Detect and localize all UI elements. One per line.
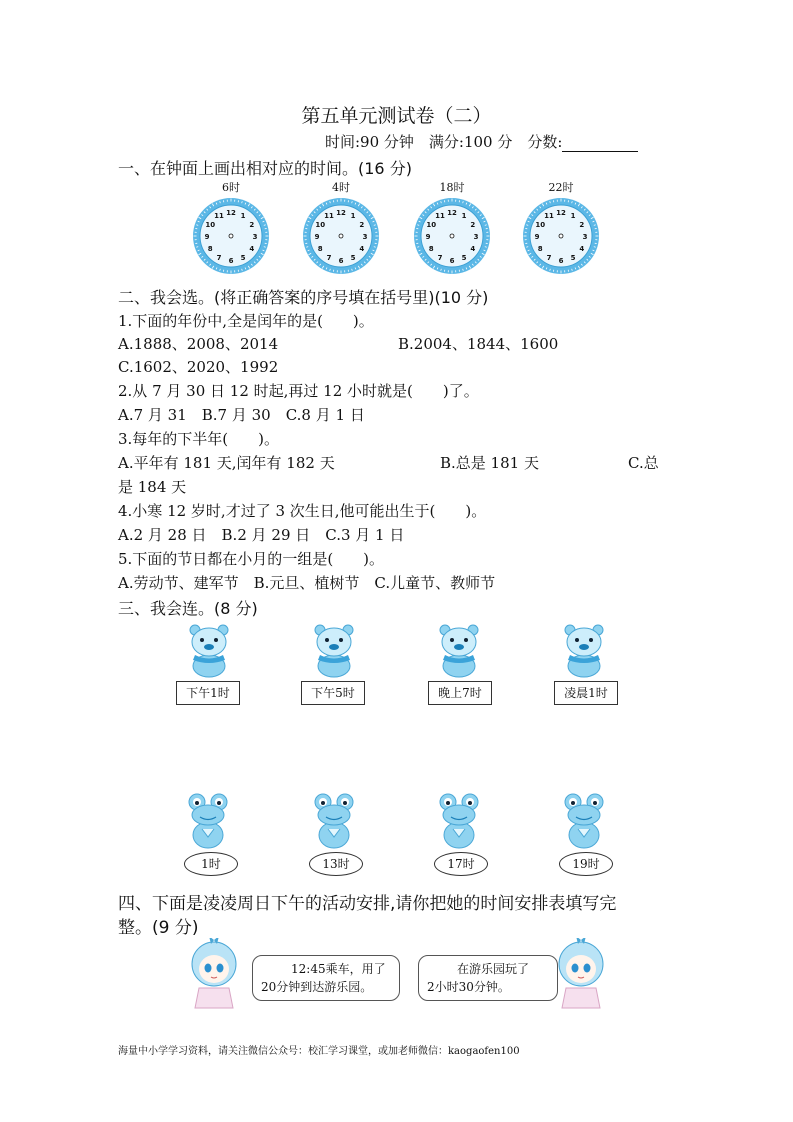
question-3-option-a: A.平年有 181 天,闰年有 182 天 <box>118 454 335 472</box>
svg-text:2: 2 <box>359 221 365 229</box>
svg-text:9: 9 <box>204 233 210 241</box>
bear-illustration-1 <box>183 622 235 682</box>
svg-text:12: 12 <box>226 209 236 217</box>
frog-svg <box>182 793 234 849</box>
section4-heading-line1: 四、下面是凌凌周日下午的活动安排,请你把她的时间安排表填写完 <box>118 894 617 914</box>
time-box-4[interactable]: 凌晨1时 <box>554 681 618 705</box>
svg-text:10: 10 <box>426 221 437 229</box>
clock-face-3[interactable] <box>412 196 492 276</box>
svg-text:9: 9 <box>534 233 540 241</box>
girl-svg <box>552 938 610 1014</box>
girl-illustration-left <box>185 938 243 1018</box>
section1-heading: 一、在钟面上画出相对应的时间。(16 分) <box>118 159 412 178</box>
bear-svg <box>558 622 610 678</box>
bubble-right-line1: 在游乐园玩了 <box>457 962 530 976</box>
frog-illustration-4 <box>558 793 610 853</box>
time-box-3[interactable]: 晚上7时 <box>428 681 492 705</box>
clock-svg <box>301 196 381 276</box>
svg-text:1: 1 <box>350 212 356 221</box>
time-oval-3[interactable]: 17时 <box>434 852 488 876</box>
frog-illustration-2 <box>308 793 360 853</box>
bear-svg <box>183 622 235 678</box>
frog-svg <box>308 793 360 849</box>
svg-text:7: 7 <box>546 253 552 262</box>
svg-text:12: 12 <box>447 209 457 217</box>
time-oval-1[interactable]: 1时 <box>184 852 238 876</box>
svg-text:5: 5 <box>350 253 356 262</box>
svg-text:2: 2 <box>579 221 585 229</box>
svg-text:3: 3 <box>582 233 588 241</box>
svg-text:11: 11 <box>544 212 554 221</box>
svg-text:5: 5 <box>240 253 246 262</box>
svg-text:12: 12 <box>336 209 346 217</box>
girl-svg <box>185 938 243 1014</box>
svg-text:8: 8 <box>428 245 434 253</box>
question-5-options: A.劳动节、建军节 B.元旦、植树节 C.儿童节、教师节 <box>118 574 496 592</box>
question-1-option-a: A.1888、2008、2014 <box>118 335 279 353</box>
svg-text:10: 10 <box>535 221 546 229</box>
svg-text:2: 2 <box>470 221 476 229</box>
speech-bubble-right <box>418 955 558 1001</box>
question-4-options: A.2 月 28 日 B.2 月 29 日 C.3 月 1 日 <box>118 526 405 544</box>
time-oval-4[interactable]: 19时 <box>559 852 613 876</box>
svg-text:1: 1 <box>240 212 246 221</box>
clock-label-1: 6时 <box>222 181 240 194</box>
clock-svg <box>412 196 492 276</box>
svg-text:5: 5 <box>570 253 576 262</box>
svg-text:9: 9 <box>425 233 431 241</box>
svg-text:11: 11 <box>435 212 445 221</box>
svg-text:7: 7 <box>216 253 222 262</box>
svg-text:12: 12 <box>556 209 566 217</box>
svg-text:3: 3 <box>473 233 479 241</box>
bear-svg <box>308 622 360 678</box>
svg-text:4: 4 <box>359 245 365 253</box>
clock-label-4: 22时 <box>548 181 574 194</box>
svg-text:4: 4 <box>470 245 476 253</box>
time-box-2[interactable]: 下午5时 <box>301 681 365 705</box>
section3-heading: 三、我会连。(8 分) <box>118 599 258 618</box>
question-3-option-b: B.总是 181 天 <box>440 454 539 472</box>
time-oval-2[interactable]: 13时 <box>309 852 363 876</box>
section2-heading: 二、我会选。(将正确答案的序号填在括号里)(10 分) <box>118 288 489 307</box>
bear-illustration-2 <box>308 622 360 682</box>
section4-heading-line2: 整。(9 分) <box>118 918 199 938</box>
clock-svg <box>521 196 601 276</box>
bubble-left-line2: 20分钟到达游乐园。 <box>261 980 373 994</box>
bear-illustration-3 <box>433 622 485 682</box>
svg-text:6: 6 <box>558 257 564 265</box>
bear-svg <box>433 622 485 678</box>
clock-label-3: 18时 <box>439 181 465 194</box>
frog-svg <box>558 793 610 849</box>
clock-svg <box>191 196 271 276</box>
frog-illustration-3 <box>433 793 485 853</box>
svg-text:6: 6 <box>449 257 455 265</box>
question-2-options: A.7 月 31 B.7 月 30 C.8 月 1 日 <box>118 406 365 424</box>
clock-face-2[interactable] <box>301 196 381 276</box>
question-5: 5.下面的节日都在小月的一组是( )。 <box>118 550 385 568</box>
question-2: 2.从 7 月 30 日 12 时起,再过 12 小时就是( )了。 <box>118 382 479 400</box>
svg-text:8: 8 <box>207 245 213 253</box>
svg-text:4: 4 <box>579 245 585 253</box>
footer-note: 海量中小学学习资料，请关注微信公众号：校汇学习课堂，或加老师微信：kaogaofen100 <box>118 1046 520 1057</box>
svg-text:11: 11 <box>214 212 224 221</box>
question-3-option-c-cont: 是 184 天 <box>118 478 187 496</box>
girl-illustration-right <box>552 938 610 1018</box>
clock-label-2: 4时 <box>332 181 350 194</box>
svg-text:1: 1 <box>461 212 467 221</box>
clock-face-1[interactable] <box>191 196 271 276</box>
score-blank[interactable] <box>562 137 638 152</box>
frog-illustration-1 <box>182 793 234 853</box>
frog-svg <box>433 793 485 849</box>
svg-text:8: 8 <box>317 245 323 253</box>
svg-text:7: 7 <box>437 253 443 262</box>
question-1: 1.下面的年份中,全是闰年的是( )。 <box>118 312 374 330</box>
svg-text:6: 6 <box>228 257 234 265</box>
question-3: 3.每年的下半年( )。 <box>118 430 280 448</box>
svg-text:3: 3 <box>362 233 368 241</box>
bear-illustration-4 <box>558 622 610 682</box>
speech-bubble-left <box>252 955 400 1001</box>
page-title: 第五单元测试卷（二） <box>301 105 492 127</box>
svg-text:5: 5 <box>461 253 467 262</box>
exam-meta-text: 时间:90 分钟 满分:100 分 分数: <box>325 133 563 151</box>
question-1-option-b: B.2004、1844、1600 <box>398 335 559 353</box>
question-4: 4.小寒 12 岁时,才过了 3 次生日,他可能出生于( )。 <box>118 502 487 520</box>
svg-text:3: 3 <box>252 233 258 241</box>
svg-text:10: 10 <box>315 221 326 229</box>
svg-text:10: 10 <box>205 221 216 229</box>
bubble-right-line2: 2小时30分钟。 <box>427 980 510 994</box>
svg-text:1: 1 <box>570 212 576 221</box>
bubble-left-line1: 12:45乘车，用了 <box>291 962 386 976</box>
svg-text:6: 6 <box>338 257 344 265</box>
svg-text:4: 4 <box>249 245 255 253</box>
time-box-1[interactable]: 下午1时 <box>176 681 240 705</box>
question-3-option-c: C.总 <box>628 454 659 472</box>
clock-face-4[interactable] <box>521 196 601 276</box>
svg-text:9: 9 <box>314 233 320 241</box>
svg-text:11: 11 <box>324 212 334 221</box>
question-1-option-c: C.1602、2020、1992 <box>118 358 279 376</box>
svg-text:8: 8 <box>537 245 543 253</box>
svg-text:7: 7 <box>326 253 332 262</box>
svg-text:2: 2 <box>249 221 255 229</box>
exam-meta <box>325 131 638 152</box>
